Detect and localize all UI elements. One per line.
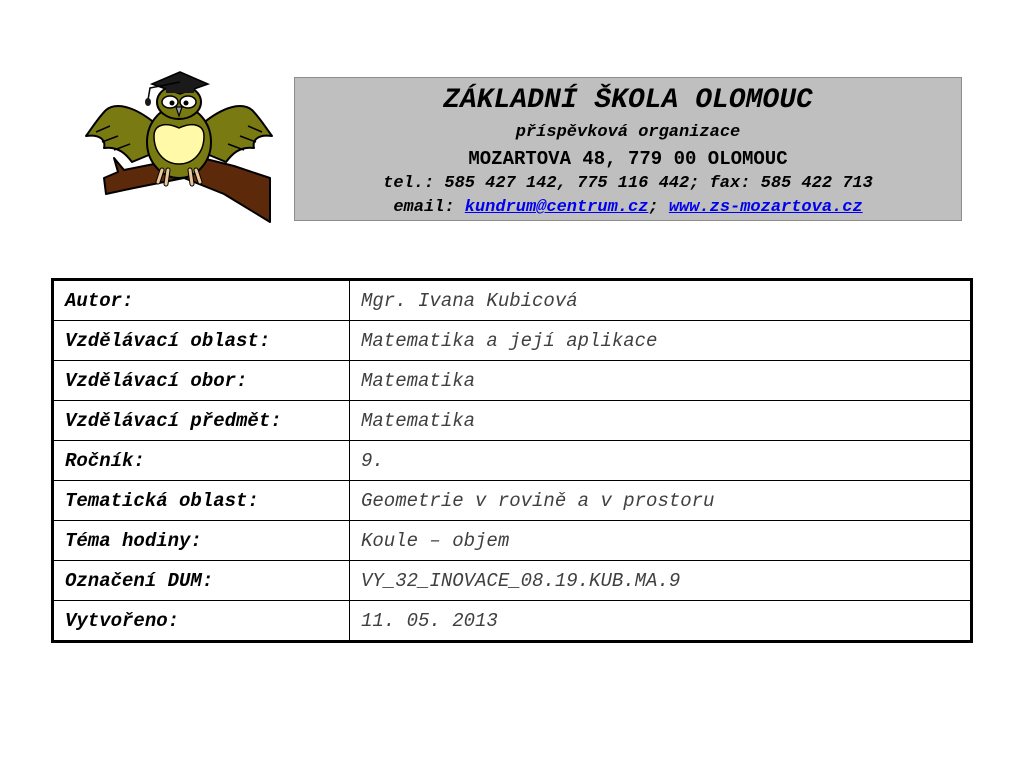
school-address xyxy=(295,147,961,171)
table-row xyxy=(53,561,972,601)
contact-email-line xyxy=(295,197,961,219)
row-label: Označení DUM: xyxy=(53,561,350,601)
row-label: Vytvořeno: xyxy=(53,601,350,642)
row-value: 11. 05. 2013 xyxy=(350,601,972,642)
table-row xyxy=(53,481,972,521)
row-value: VY_32_INOVACE_08.19.KUB.MA.9 xyxy=(350,561,972,601)
school-name: ZÁKLADNÍ ŠKOLA OLOMOUC xyxy=(443,85,813,116)
contact-phones: tel.: 585 427 142, 775 116 442; fax: 585 422 713 xyxy=(383,174,873,193)
row-label: Vzdělávací předmět: xyxy=(53,401,350,441)
document-info-table xyxy=(51,278,973,643)
row-label: Téma hodiny: xyxy=(53,521,350,561)
website-link[interactable]: www.zs-mozartova.cz xyxy=(668,198,863,217)
table-row xyxy=(53,321,972,361)
email-label: email: xyxy=(393,198,465,217)
table-row xyxy=(53,521,972,561)
row-value: Geometrie v rovině a v prostoru xyxy=(350,481,972,521)
row-value: Koule – objem xyxy=(350,521,972,561)
row-value: Mgr. Ivana Kubicová xyxy=(350,280,972,321)
table-row xyxy=(53,280,972,321)
email-link[interactable]: kundrum@centrum.cz xyxy=(464,198,649,217)
school-address-text: MOZARTOVA 48, 779 00 OLOMOUC xyxy=(468,148,788,170)
row-value: 9. xyxy=(350,441,972,481)
school-logo xyxy=(84,66,274,226)
row-value: Matematika a její aplikace xyxy=(350,321,972,361)
organization-type: příspěvková organizace xyxy=(515,123,741,142)
school-header xyxy=(294,77,962,221)
table-row xyxy=(53,441,972,481)
row-label: Ročník: xyxy=(53,441,350,481)
table-row xyxy=(53,601,972,642)
row-value: Matematika xyxy=(350,361,972,401)
row-label: Vzdělávací oblast: xyxy=(53,321,350,361)
link-separator: ; xyxy=(648,198,669,217)
row-label: Tematická oblast: xyxy=(53,481,350,521)
row-value: Matematika xyxy=(350,401,972,441)
owl-with-graduation-cap-icon xyxy=(84,66,274,226)
row-label: Autor: xyxy=(53,280,350,321)
table-row xyxy=(53,361,972,401)
row-label: Vzdělávací obor: xyxy=(53,361,350,401)
table-row xyxy=(53,401,972,441)
